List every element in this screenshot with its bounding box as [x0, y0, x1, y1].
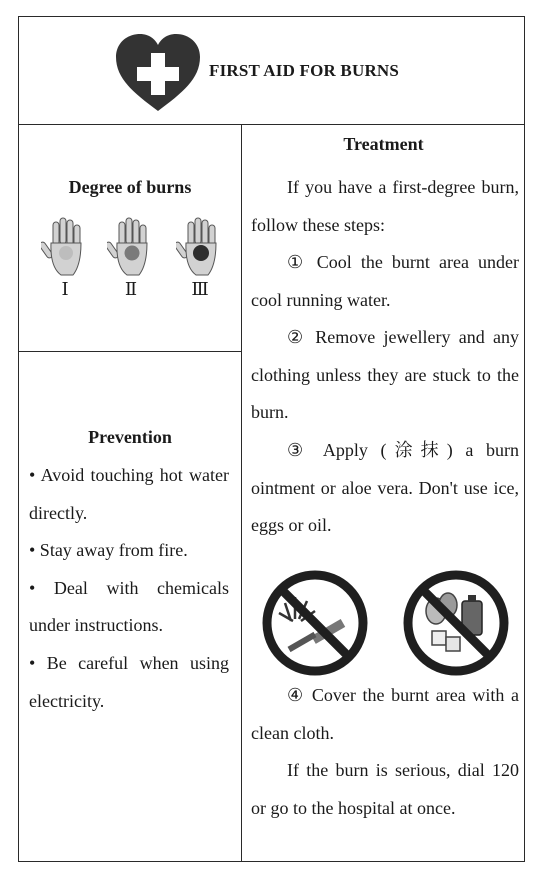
first-aid-sheet — [18, 16, 525, 862]
treatment-closing: If the burn is serious, dial 120 or go to the hospital at once. — [251, 760, 519, 818]
degree-title: Degree of burns — [68, 177, 192, 197]
treatment-step: ③ Apply (涂抹) a burn ointment or aloe vera. Don't use ice, eggs or oil. — [251, 440, 519, 536]
prevention-list — [29, 457, 229, 720]
treatment-step: ① Cool the burnt area under cool running water. — [251, 252, 519, 310]
treatment-intro: If you have a first-degree burn, follow these steps: — [251, 177, 519, 235]
hand-icon — [41, 217, 89, 277]
degree-numeral-2: Ⅱ — [124, 279, 138, 299]
prevention-item: • Be careful when using electricity. — [29, 652, 229, 711]
page-title: FIRST AID FOR BURNS — [209, 61, 400, 80]
column-divider — [241, 125, 242, 861]
degree-numeral-3: Ⅲ — [191, 279, 209, 299]
heart-cross-icon — [114, 33, 202, 113]
no-aloe-ointment-icon — [261, 569, 369, 677]
prevention-item: • Stay away from fire. — [29, 540, 188, 561]
treatment-step: ② Remove jewellery and any clothing unless they are stuck to the burn. — [251, 327, 519, 423]
no-ice-eggs-oil-icon — [402, 569, 510, 677]
prevention-item: • Avoid touching hot water directly. — [29, 465, 229, 523]
hand-icon — [107, 217, 155, 277]
header — [19, 17, 524, 125]
hand-icon — [176, 217, 224, 277]
degree-numeral-1: Ⅰ — [61, 279, 69, 299]
treatment-step: ④ Cover the burnt area with a clean cloth. — [251, 685, 519, 743]
treatment-title: Treatment — [343, 134, 424, 154]
prevention-item: • Deal with chemicals under instructions. — [29, 577, 229, 636]
prevention-title: Prevention — [88, 427, 172, 447]
section-divider — [19, 351, 241, 352]
